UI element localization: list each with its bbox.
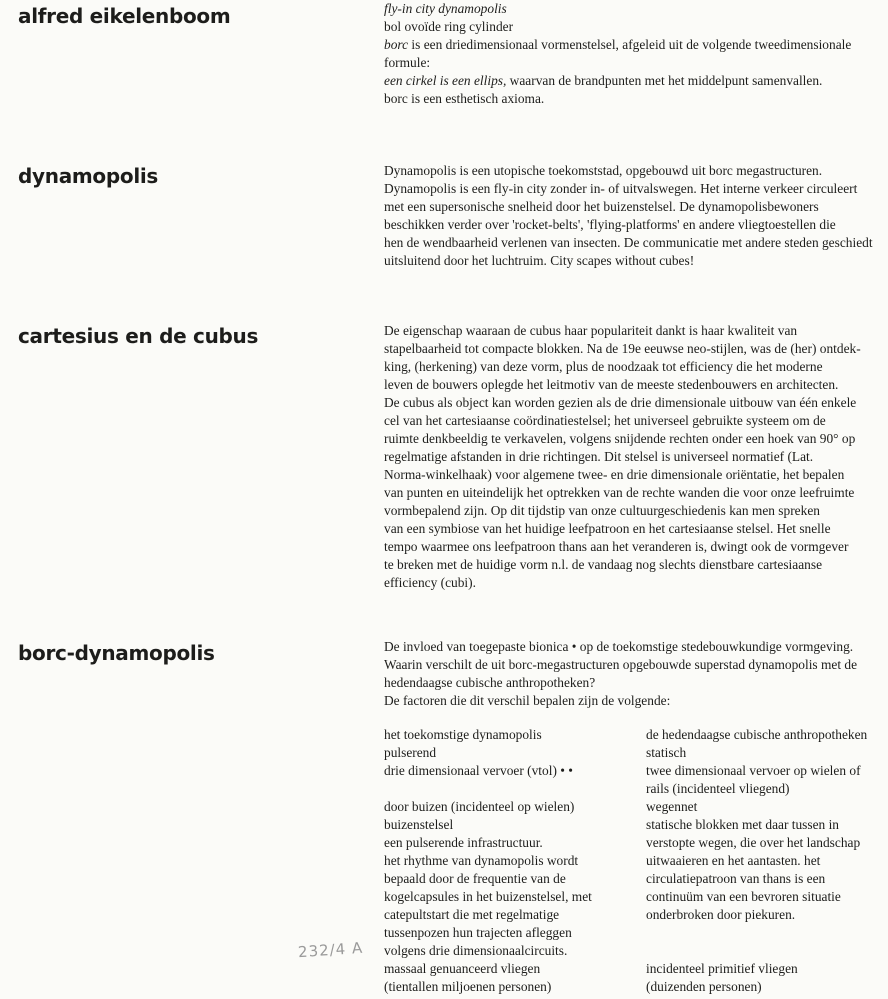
text-line: stapelbaarheid tot compacte blokken. Na de 19e eeuwse neo-stijlen, was de (her) ontdek-: [384, 341, 861, 356]
spacer: [646, 924, 882, 942]
text-line: met een supersonische snelheid door het buizenstelsel. De dynamopolisbewoners: [384, 199, 819, 214]
text-line: De factoren die dit verschil bepalen zijn de volgende:: [384, 693, 671, 708]
text-line: Dynamopolis is een utopische toekomststad, opgebouwd uit borc megastructuren.: [384, 163, 823, 178]
text-line: verstopte wegen, die over het landschap: [646, 835, 861, 850]
text-line: De invloed van toegepaste bionica • op de toekomstige stedebouwkundige vormgeving.: [384, 639, 854, 654]
text-line: De eigenschap waaraan de cubus haar populariteit dankt is haar kwaliteit van: [384, 323, 798, 338]
text-line: fly-in city dynamopolis: [384, 1, 507, 16]
text-line: tempo waarmee ons leefpatroon thans aan het veranderen is, dwingt ook de vormgever: [384, 539, 849, 554]
heading-cartesius-en-de-cubus: cartesius en de cubus: [18, 324, 259, 348]
text-line: buizenstelsel: [384, 817, 454, 832]
text-line: bepaald door de frequentie van de: [384, 871, 566, 886]
text-line: pulserend: [384, 745, 437, 760]
text-line: twee dimensionaal vervoer op wielen of: [646, 763, 861, 778]
heading-borc-dynamopolis: borc-dynamopolis: [18, 641, 215, 665]
text-line: king, (herkening) van deze vorm, plus de noodzaak tot efficiency die het moderne: [384, 359, 823, 374]
text-line: massaal genuanceerd vliegen: [384, 961, 541, 976]
text-line: catepultstart die met regelmatige: [384, 907, 560, 922]
text-line: drie dimensionaal vervoer (vtol) • •: [384, 763, 573, 778]
text-line: kogelcapsules in het buizenstelsel, met: [384, 889, 592, 904]
text-line: statische blokken met daar tussen in: [646, 817, 840, 832]
text-span: borc: [384, 37, 409, 52]
text-line: [384, 36, 880, 54]
heading-alfred-eikelenboom: alfred eikelenboom: [18, 4, 231, 28]
spacer: [646, 942, 882, 960]
text-line: onderbroken door piekuren.: [646, 907, 796, 922]
spacer: [384, 780, 634, 798]
text-line: hedendaagse cubische anthropotheken?: [384, 675, 596, 690]
text-line: circulatiepatroon van thans is een: [646, 871, 826, 886]
text-line: Waarin verschilt de uit borc-megastructuren opgebouwde superstad dynamopolis met de: [384, 657, 858, 672]
section-cartesius-text: [384, 322, 880, 592]
section-intro-text: [384, 0, 880, 108]
text-line: efficiency (cubi).: [384, 575, 476, 590]
text-line: beschikken verder over 'rocket-belts', 'flying-platforms' en andere vliegtoestellen die: [384, 217, 836, 232]
text-line: van punten en uiteindelijk het optrekken van de rechte wanden die voor onze leefruimte: [384, 485, 855, 500]
text-line: formule:: [384, 55, 431, 70]
text-line: vormbepalend zijn. Op dit tijdstip van onze cultuurgeschiedenis kan men spreken: [384, 503, 820, 518]
text-line: volgens drie dimensionaalcircuits.: [384, 943, 568, 958]
section-dynamopolis-text: [384, 162, 880, 270]
text-line: wegennet: [646, 799, 698, 814]
text-line: De cubus als object kan worden gezien als de drie dimensionale uitbouw van één enkele: [384, 395, 857, 410]
text-line: ruimte denkbeeldig te verkavelen, volgens snijdende rechten onder een hoek van 90° op: [384, 431, 856, 446]
text-line: rails (incidenteel vliegend): [646, 781, 790, 796]
heading-dynamopolis: dynamopolis: [18, 164, 159, 188]
text-span: bol ovoïde ring cylinder: [384, 19, 514, 34]
text-line: cel van het cartesiaanse coördinatiestelsel; het universeel gebruikte systeem om de: [384, 413, 826, 428]
text-line: van een symbiose van het huidige leefpatroon en het cartesiaanse stelsel. Het snelle: [384, 521, 831, 536]
section-borc-dynamopolis-intro: [384, 638, 880, 710]
text-line: (duizenden personen): [646, 979, 762, 994]
text-line: hen de wendbaarheid verlenen van insecten. De communicatie met andere steden geschiedt: [384, 235, 873, 250]
text-line: uitsluitend door het luchtruim. City scapes without cubes!: [384, 253, 695, 268]
text-line: statisch: [646, 745, 687, 760]
text-line: borc is een esthetisch axioma.: [384, 91, 545, 106]
text-line: Norma-winkelhaak) voor algemene twee- en drie dimensionale oriëntatie, het bepalen: [384, 467, 845, 482]
text-line: [384, 72, 880, 90]
text-line: het toekomstige dynamopolis: [384, 727, 542, 742]
text-line: het rhythme van dynamopolis wordt: [384, 853, 579, 868]
text-line: regelmatige afstanden in drie richtingen. Dit stelsel is universeel normatief (Lat.: [384, 449, 814, 464]
text-line: een pulserende infrastructuur.: [384, 835, 543, 850]
text-line: Dynamopolis is een fly-in city zonder in- of uitvalswegen. Het interne verkeer circuleert: [384, 181, 858, 196]
comparison-column-dynamopolis: [384, 726, 634, 996]
text-line: te breken met de huidige vorm n.l. de vandaag nog slechts dienstbare cartesiaanse: [384, 557, 823, 572]
text-line: leven de bouwers oplegde het leitmotiv van de meeste stedenbouwers en architecten.: [384, 377, 839, 392]
text-line: continuüm van een bevroren situatie: [646, 889, 841, 904]
text-line: door buizen (incidenteel op wielen): [384, 799, 575, 814]
text-line: uitwaaieren en het aantasten. het: [646, 853, 821, 868]
text-line: (tientallen miljoenen personen): [384, 979, 552, 994]
text-span: waarvan de brandpunten met het middelpunt samenvallen.: [506, 73, 823, 88]
pencil-annotation: 232/4 A: [297, 938, 364, 962]
text-span: een cirkel is een ellips,: [384, 73, 507, 88]
comparison-column-anthropotheken: [646, 726, 882, 996]
text-line: de hedendaagse cubische anthropotheken: [646, 727, 868, 742]
text-line: tussenpozen hun trajecten afleggen: [384, 925, 572, 940]
text-line: [384, 18, 880, 36]
text-span: is een driedimensionaal vormenstelsel, afgeleid uit de volgende tweedimensionale: [408, 37, 852, 52]
text-line: incidenteel primitief vliegen: [646, 961, 798, 976]
